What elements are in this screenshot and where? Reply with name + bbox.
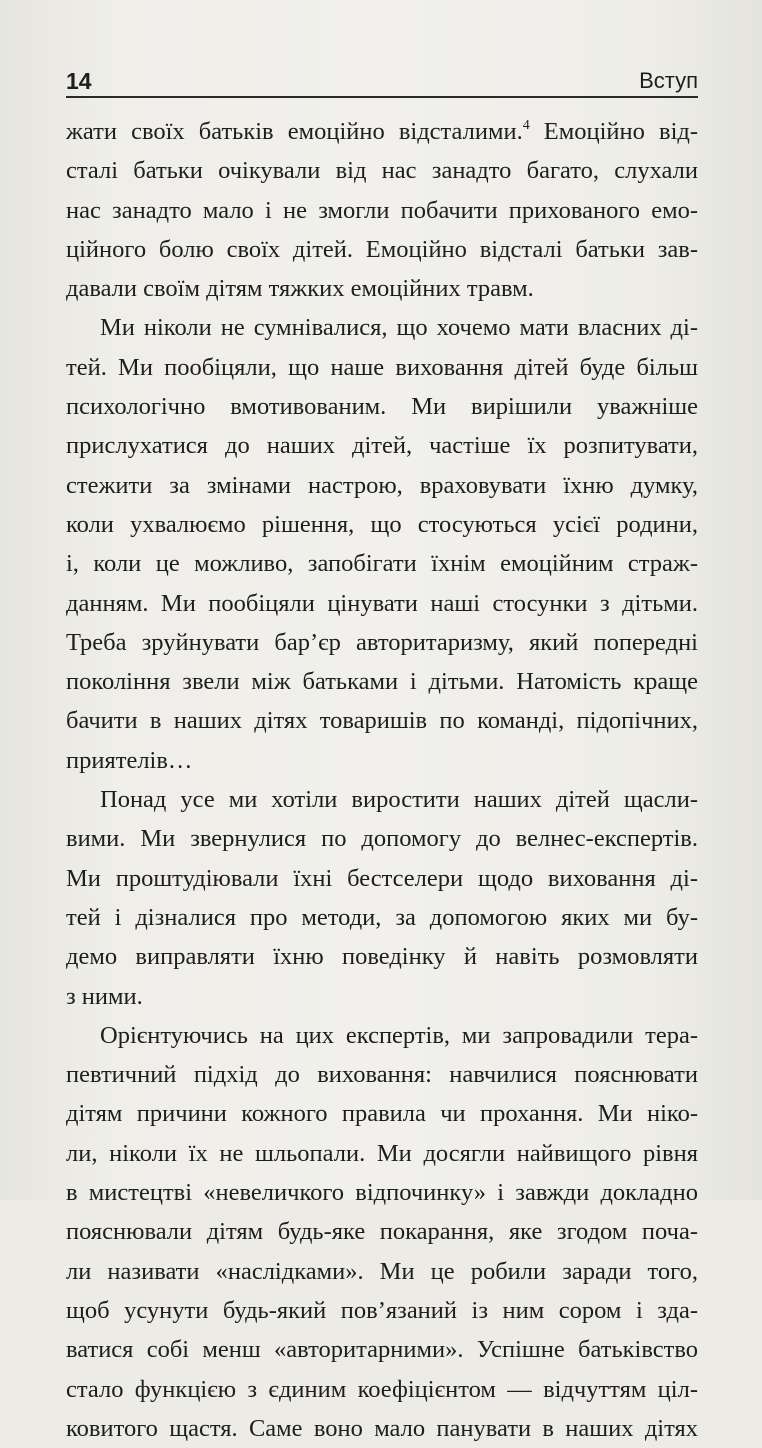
text-line: покоління звели між батьками і дітьми. Натомість краще	[66, 668, 698, 696]
page-number: 14	[66, 68, 92, 94]
text-line: в мистецтві «невеличкого відпочинку» і завжди докладно	[66, 1179, 698, 1207]
text-line: нас занадто мало і не змогли побачити прихованого емо-	[66, 196, 698, 224]
text-line: жати своїх батьків емоційно відсталими.$^4$ Емоційно від-	[66, 118, 698, 145]
text-line: данням. Ми пообіцяли цінувати наші стосунки з дітьми.	[66, 589, 698, 617]
text-line: прислухатися до наших дітей, частіше їх розпитувати,	[66, 432, 698, 460]
text-line: Треба зруйнувати бар’єр авторитаризму, який попередні	[66, 628, 698, 656]
text-line: приятелів…	[66, 746, 193, 774]
text-line: з ними.	[66, 982, 143, 1010]
text-line: сталі батьки очікували від нас занадто багато, слухали	[66, 157, 698, 185]
text-line: Ми ніколи не сумнівалися, що хочемо мати власних ді-	[100, 314, 698, 342]
text-line: пояснювали дітям будь-яке покарання, яке згодом поча-	[66, 1218, 698, 1246]
text-line: Орієнтуючись на цих експертів, ми запровадили тера-	[100, 1021, 698, 1049]
text-line: демо виправляти їхню поведінку й навіть розмовляти	[66, 943, 698, 971]
text-line: певтичний підхід до виховання: навчилися пояснювати	[66, 1061, 698, 1089]
text-line: тей. Ми пообіцяли, що наше виховання дітей буде більш	[66, 353, 698, 381]
text-line: психологічно вмотивованим. Ми вирішили уважніше	[66, 393, 698, 421]
body-text	[66, 112, 698, 1448]
text-line: бачити в наших дітях товаришів по команді, підопічних,	[66, 707, 698, 735]
footnote-marker[interactable]: 4	[522, 118, 530, 133]
text-line: ли називати «наслідками». Ми це робили заради того,	[66, 1257, 698, 1285]
text-line: дітям причини кожного правила чи прохання. Ми ніко-	[66, 1100, 698, 1128]
section-title: Вступ	[639, 68, 698, 93]
text-line: і, коли це можливо, запобігати їхнім емоційним страж-	[66, 550, 698, 578]
text-line: тей і дізналися про методи, за допомогою яких ми бу-	[66, 903, 698, 931]
running-header	[66, 66, 698, 98]
text-line: ватися собі менш «авторитарними». Успішне батьківство	[66, 1336, 698, 1364]
text-line: вими. Ми звернулися по допомогу до велнес-експертів.	[66, 825, 698, 853]
text-line: Понад усе ми хотіли виростити наших дітей щасли-	[100, 786, 698, 814]
text-line: Ми проштудіювали їхні бестселери щодо виховання ді-	[66, 864, 698, 892]
text-line: ційного болю своїх дітей. Емоційно відсталі батьки зав-	[66, 235, 698, 263]
text-line: стежити за змінами настрою, враховувати їхню думку,	[66, 471, 698, 499]
text-line: щоб усунути будь-який пов’язаний із ним сором і зда-	[66, 1296, 698, 1324]
text-line: давали своїм дітям тяжких емоційних травм.	[66, 275, 534, 303]
text-line: ковитого щастя. Саме воно мало панувати в наших дітях	[66, 1414, 698, 1442]
text-line: стало функцією з єдиним коефіцієнтом — відчуттям ціл-	[66, 1375, 698, 1403]
text-line: ли, ніколи їх не шльопали. Ми досягли найвищого рівня	[66, 1139, 698, 1167]
text-line: коли ухвалюємо рішення, що стосуються усієї родини,	[66, 510, 698, 538]
